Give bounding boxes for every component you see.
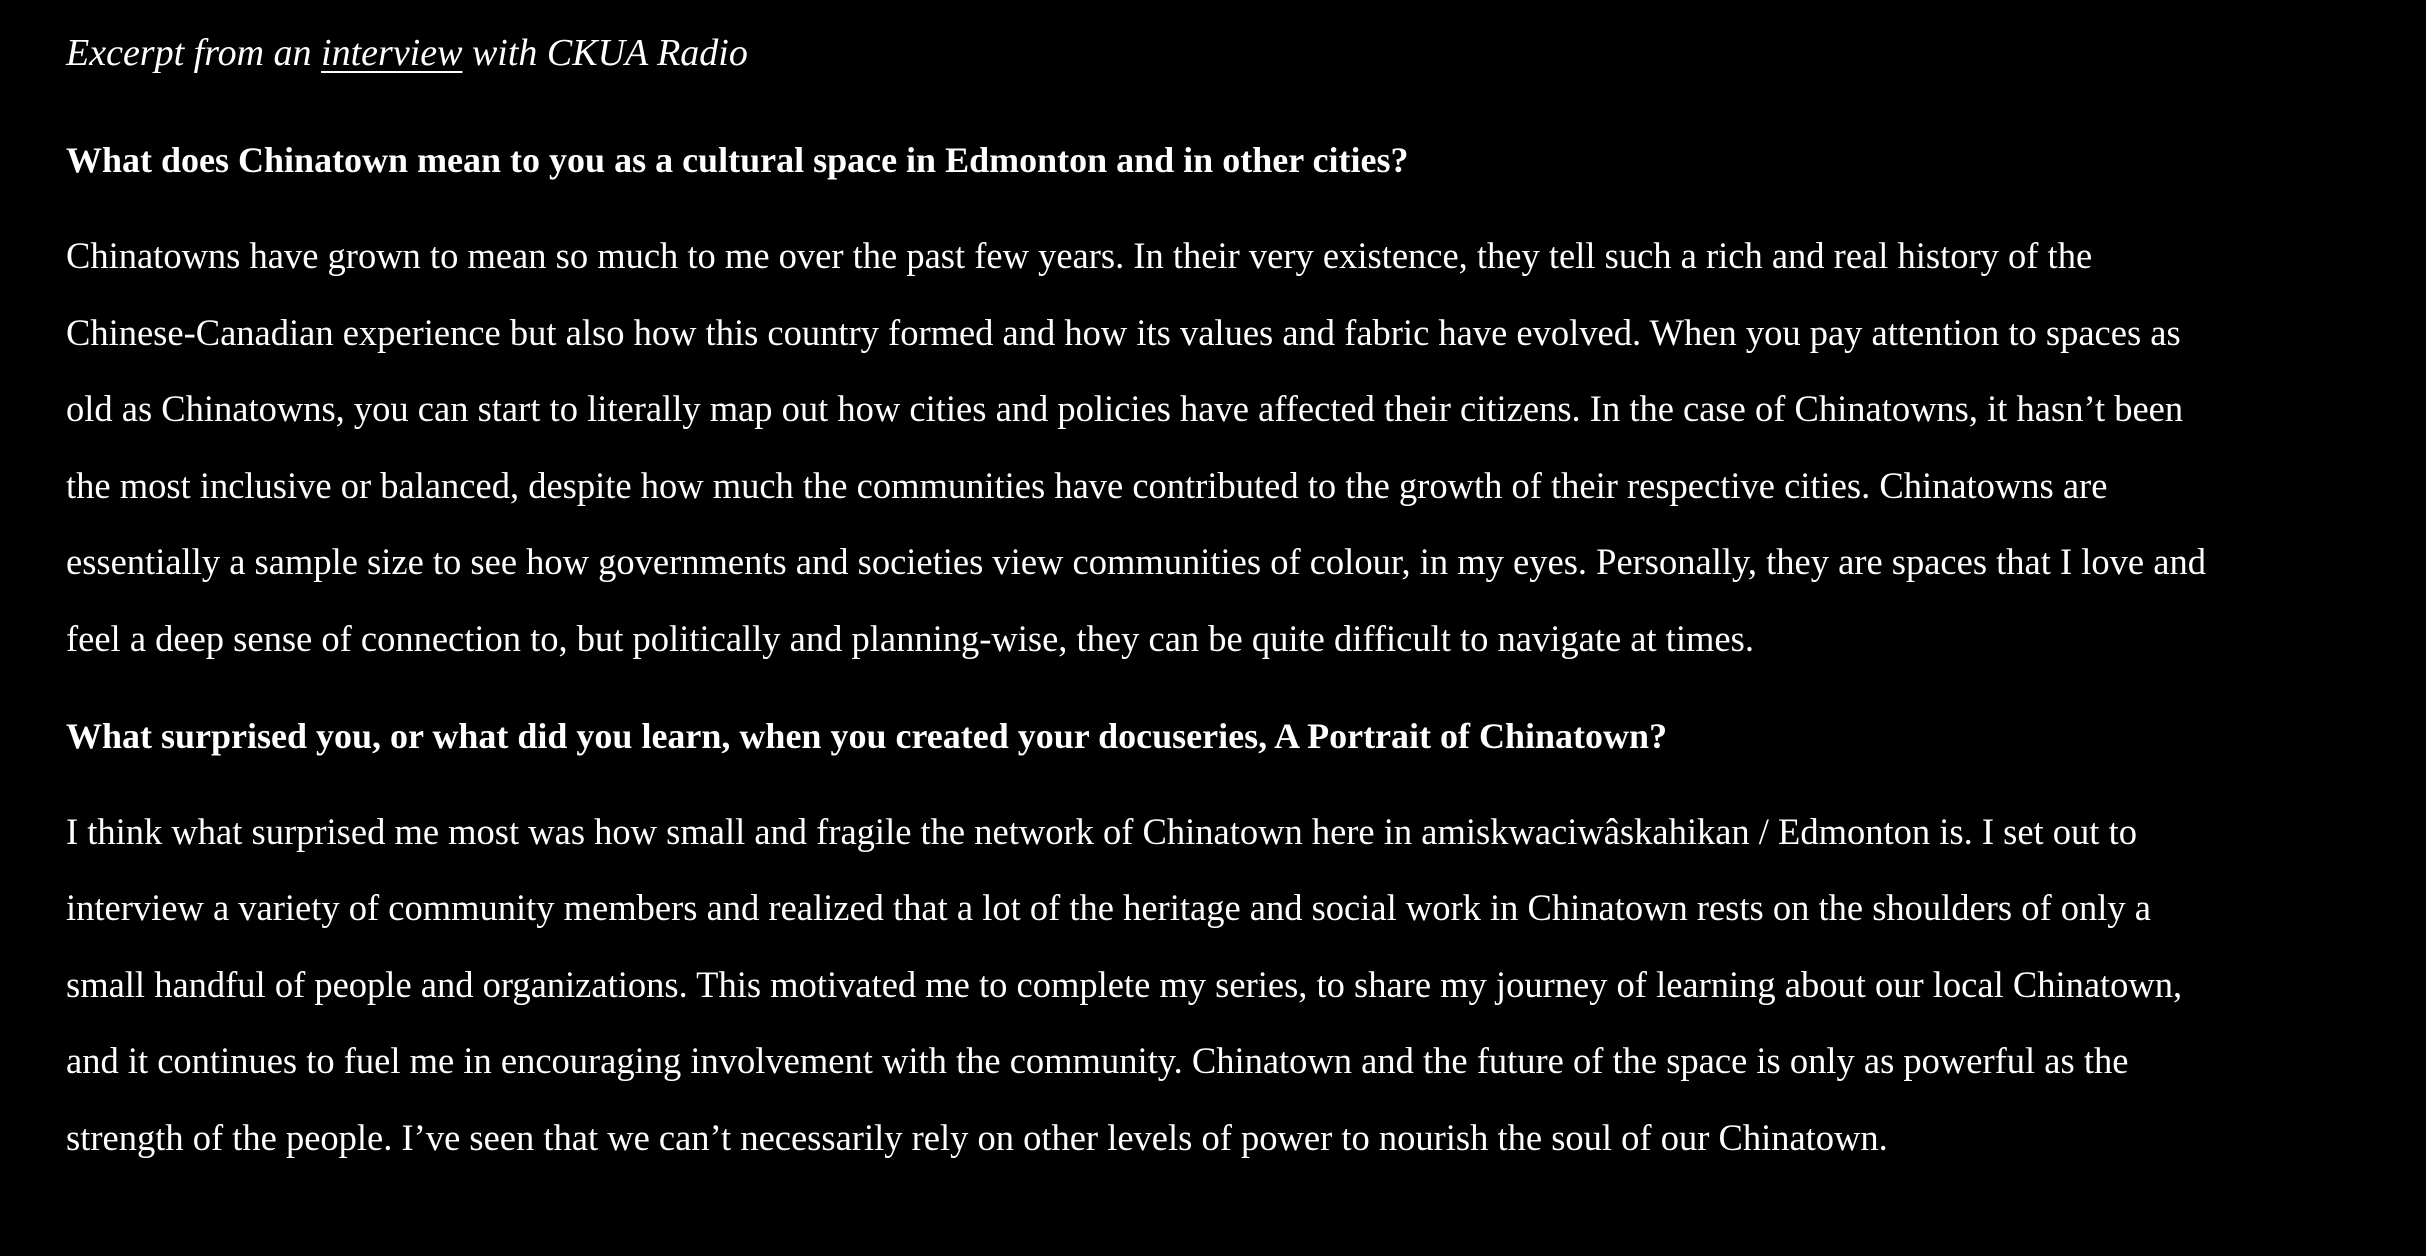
answer-line: small handful of people and organizations. This motivated me to complete my series, to share my journey of learning about our local Chinatown, (66, 963, 2183, 1005)
answer-line: Chinatowns have grown to mean so much to me over the past few years. In their very existence, they tell such a rich and real history of the (66, 235, 2093, 276)
answer-line: old as Chinatowns, you can start to literally map out how cities and policies have affected their citizens. In the case of Chinatowns, it hasn’t been (66, 388, 2184, 430)
article (66, 26, 2386, 1177)
intro-suffix: with CKUA Radio (471, 32, 748, 74)
answer-line: interview a variety of community members and realized that a lot of the heritage and social work in Chinatown rests on the shoulders of only a (66, 887, 2151, 929)
intro-prefix: Excerpt from an (66, 32, 312, 74)
answer-1 (66, 218, 2386, 678)
intro-line (66, 26, 2386, 80)
question-1: What does Chinatown mean to you as a cultural space in Edmonton and in other cities? (66, 140, 1409, 180)
answer-line: essentially a sample size to see how governments and societies view communities of colour, in my eyes. Personally, they are spaces that I love and (66, 541, 2206, 583)
answer-2 (66, 794, 2386, 1177)
answer-line: I think what surprised me most was how small and fragile the network of Chinatown here in amiskwaciwâskahikan / Edmonton is. I set out to (66, 810, 2137, 852)
answer-line: and it continues to fuel me in encouraging involvement with the community. Chinatown and the future of the space is only as powerful as the (66, 1040, 2129, 1082)
answer-line: Chinese-Canadian experience but also how this country formed and how its values and fabric have evolved. When you pay attention to spaces as (66, 311, 2181, 353)
interview-link[interactable]: interview (321, 32, 463, 74)
answer-line: strength of the people. I’ve seen that we can’t necessarily rely on other levels of power to nourish the soul of our Chinatown. (66, 1116, 1888, 1158)
answer-line: the most inclusive or balanced, despite how much the communities have contributed to the growth of their respective cities. Chinatowns are (66, 464, 2108, 506)
question-2: What surprised you, or what did you learn, when you created your docuseries, A Portrait of Chinatown? (66, 715, 1668, 756)
answer-line: feel a deep sense of connection to, but politically and planning-wise, they can be quite difficult to navigate at times. (66, 617, 1754, 659)
